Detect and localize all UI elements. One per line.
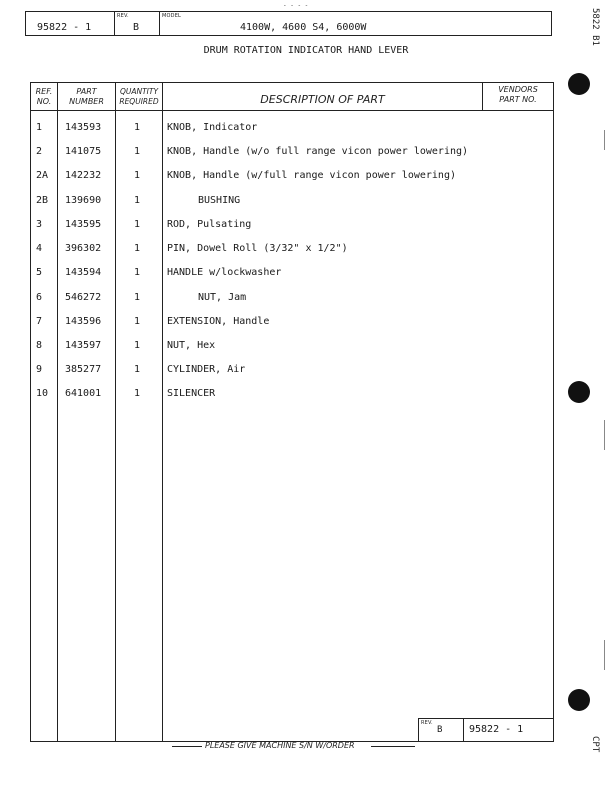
ref-no: 2B <box>36 195 49 206</box>
description: BUSHING <box>198 195 241 206</box>
col-part-header <box>58 87 115 107</box>
table-row <box>30 219 554 233</box>
model-cell <box>160 12 550 35</box>
col-part-line1: PART <box>76 87 97 96</box>
quantity: 1 <box>134 122 141 133</box>
table-row <box>30 243 554 257</box>
table-row <box>30 340 554 354</box>
description: CYLINDER, Air <box>167 364 246 375</box>
col-vendors-line1: VENDORS <box>498 85 538 94</box>
ref-no: 7 <box>36 316 43 327</box>
table-row <box>30 292 554 306</box>
document-header <box>25 11 552 36</box>
col-ref-line1: REF. <box>35 87 53 96</box>
quantity: 1 <box>134 243 141 254</box>
part-number: 139690 <box>65 195 102 206</box>
description: NUT, Hex <box>167 340 216 351</box>
page-title: DRUM ROTATION INDICATOR HAND LEVER <box>203 45 409 56</box>
part-number: 141075 <box>65 146 102 157</box>
col-description-header: DESCRIPTION OF PART <box>260 93 385 106</box>
edge-mark <box>604 640 605 670</box>
ref-no: 2A <box>36 170 49 181</box>
table-row <box>30 170 554 184</box>
description: PIN, Dowel Roll (3/32" x 1/2") <box>167 243 348 254</box>
quantity: 1 <box>134 364 141 375</box>
binder-hole-middle <box>568 381 590 403</box>
ref-no: 10 <box>36 388 49 399</box>
ref-no: 8 <box>36 340 43 351</box>
part-number: 546272 <box>65 292 102 303</box>
edge-mark <box>604 420 605 450</box>
binder-hole-bottom <box>568 689 590 711</box>
edge-mark <box>604 130 605 150</box>
footer-rev-box <box>418 718 554 742</box>
ref-no: 2 <box>36 146 43 157</box>
quantity: 1 <box>134 146 141 157</box>
rev-cell <box>115 12 159 35</box>
margin-code-bottom: CPT <box>590 736 600 753</box>
rev-value: B <box>133 22 140 33</box>
description: ROD, Pulsating <box>167 219 252 230</box>
part-number: 143593 <box>65 122 102 133</box>
ref-no: 1 <box>36 122 43 133</box>
quantity: 1 <box>134 388 141 399</box>
col-qty-line1: QUANTITY <box>119 87 159 96</box>
col-vendors-line2: PART NO. <box>499 95 537 104</box>
table-row <box>30 388 554 402</box>
part-number: 143596 <box>65 316 102 327</box>
part-number: 143597 <box>65 340 102 351</box>
description: SILENCER <box>167 388 216 399</box>
order-notice: PLEASE GIVE MACHINE S/N W/ORDER <box>205 741 355 750</box>
description: HANDLE w/lockwasher <box>167 267 282 278</box>
description: KNOB, Handle (w/o full range vicon power lowering) <box>167 146 469 157</box>
part-number: 143595 <box>65 219 102 230</box>
col-vendors-header <box>483 85 553 105</box>
description: EXTENSION, Handle <box>167 316 270 327</box>
quantity: 1 <box>134 340 141 351</box>
part-number: 385277 <box>65 364 102 375</box>
col-part-line2: NUMBER <box>69 97 104 106</box>
model-value: 4100W, 4600 S4, 6000W <box>240 22 367 33</box>
table-row <box>30 267 554 281</box>
quantity: 1 <box>134 219 141 230</box>
model-label: MODEL <box>162 13 182 19</box>
part-number: 396302 <box>65 243 102 254</box>
ref-no: 6 <box>36 292 43 303</box>
top-fragment: - - - - <box>283 2 309 9</box>
description: KNOB, Handle (w/full range vicon power lowering) <box>167 170 456 181</box>
quantity: 1 <box>134 292 141 303</box>
quantity: 1 <box>134 316 141 327</box>
table-row <box>30 364 554 378</box>
description: NUT, Jam <box>198 292 247 303</box>
quantity: 1 <box>134 170 141 181</box>
ref-no: 3 <box>36 219 43 230</box>
col-qty-line2: REQUIRED <box>119 97 159 106</box>
ref-no: 5 <box>36 267 43 278</box>
doc-number: 95822 - 1 <box>37 22 92 33</box>
quantity: 1 <box>134 195 141 206</box>
binder-hole-top <box>568 73 590 95</box>
rev-label: REV. <box>117 13 129 19</box>
table-row <box>30 195 554 209</box>
part-number: 641001 <box>65 388 102 399</box>
description: KNOB, Indicator <box>167 122 258 133</box>
table-row <box>30 146 554 160</box>
part-number: 143594 <box>65 267 102 278</box>
footer-rev-label: REV. <box>421 720 433 726</box>
col-ref-line2: NO. <box>36 97 52 106</box>
footer-rev-value: B <box>437 725 443 735</box>
quantity: 1 <box>134 267 141 278</box>
table-row <box>30 316 554 330</box>
table-row <box>30 122 554 136</box>
ref-no: 9 <box>36 364 43 375</box>
col-ref-header <box>31 87 57 107</box>
footer-doc-number: 95822 - 1 <box>469 724 524 735</box>
ref-no: 4 <box>36 243 43 254</box>
part-number: 142232 <box>65 170 102 181</box>
margin-code-top: 5822 B1 <box>590 8 600 46</box>
col-qty-header <box>116 87 162 107</box>
